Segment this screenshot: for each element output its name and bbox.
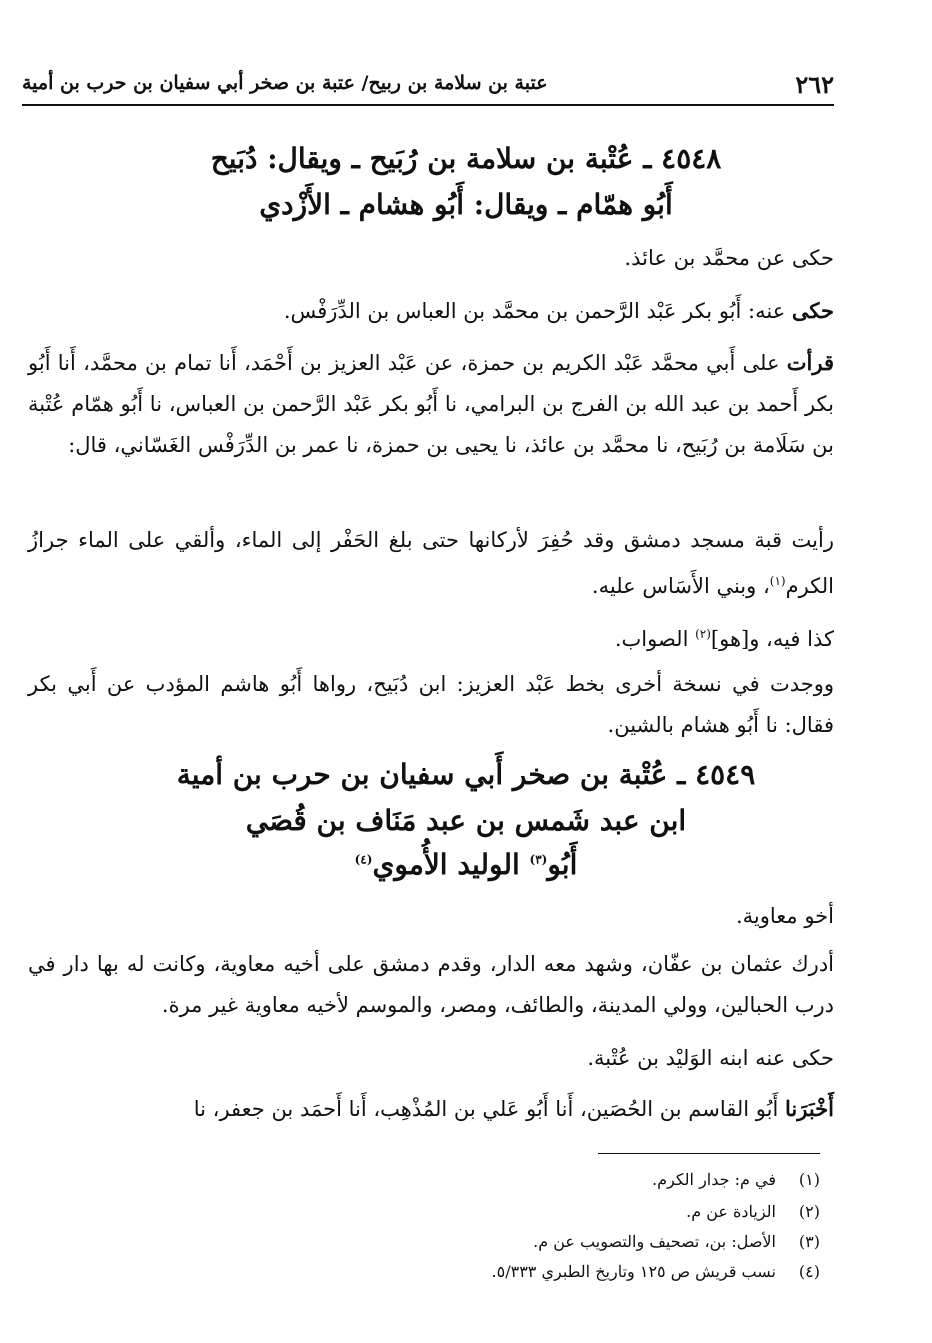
entry-4549-para-2: أدرك عثمان بن عفّان، وشهد معه الدار، وقدم دمشق على أخيه معاوية، وكانت له بها دار في درب الحبالين، وولي المدينة، والطائف، ومصر، والموسم لأخيه معاوية غير مرة. <box>28 952 834 1017</box>
entry-4549-heading-line3 <box>0 848 932 881</box>
footnote-4 <box>300 1258 820 1286</box>
entry-4548-para-4-text-a: رأيت قبة مسجد دمشق وقد حُفِرَ لأركانها حتى بلغ الحَفْر إلى الماء، وألقي على الماء جرازُ الكرم <box>28 528 834 598</box>
entry-4549-kunya: أَبُو <box>547 848 578 881</box>
footnote-number: (٤) <box>798 1262 820 1281</box>
footnote-1 <box>300 1166 820 1194</box>
entry-4549-nisba: الوليد الأُموي <box>372 848 530 881</box>
entry-4548-heading-line2: أَبُو همّام ـ ويقال: أَبُو هشام ـ الأَزْدي <box>259 188 673 221</box>
entry-4549-para-3: حكى عنه ابنه الوَليْد بن عُتْبة. <box>587 1046 834 1070</box>
entry-4548-para-1: حكى عن محمَّد بن عائذ. <box>624 246 834 270</box>
footnote-text: الزيادة عن م. <box>686 1202 776 1221</box>
entry-4549-heading-line1: ٤٥٤٩ ـ عُتْبة بن صخر أَبي سفيان بن حرب بن أمية <box>176 758 756 791</box>
footnote-text: نسب قريش ص ١٢٥ وتاريخ الطبري ٥/٣٣٣. <box>491 1262 776 1281</box>
footnote-rule <box>598 1153 820 1154</box>
footnote-text: في م: جدار الكرم. <box>652 1170 776 1189</box>
entry-4548-para-5 <box>28 614 834 660</box>
footnote-2 <box>300 1198 820 1226</box>
entry-4549-heading-line2: ابن عبد شَمس بن عبد مَنَاف بن قُصَي <box>245 804 687 837</box>
entry-4548-para-2-text: عنه: أَبُو بكر عَبْد الرَّحمن بن محمَّد بن العباس بن الدِّرَفْس. <box>283 299 792 323</box>
entry-4548-para-5-text-b: الصواب. <box>614 627 696 651</box>
footnote-ref-4: (٤) <box>354 852 373 867</box>
footnote-text: الأصل: بن، تصحيف والتصويب عن م. <box>533 1232 776 1251</box>
header-rule <box>22 104 834 106</box>
keyword-haka: حكى <box>791 298 834 323</box>
footnote-ref-2: (٢) <box>695 627 711 641</box>
footnote-number: (١) <box>798 1170 820 1189</box>
entry-4548-heading-line1: ٤٥٤٨ ـ عُتْبة بن سلامة بن رُبَيح ـ ويقال: دُبَيح <box>210 142 722 175</box>
entry-4548-para-5-text-a: كذا فيه، و[هو] <box>710 627 834 651</box>
page-header <box>22 66 834 102</box>
footnote-ref-3: (٣) <box>529 852 548 867</box>
entry-4548-para-6: ووجدت في نسخة أخرى بخط عَبْد العزيز: ابن دُبَيح، رواها أَبُو هاشم المؤدب عن أَبي بكر فقال: نا أَبُو هشام بالشين. <box>28 672 835 737</box>
entry-4549-para-4-text: أَبُو القاسم بن الحُصَين، أَنا أَبُو عَلي بن المُذْهِب، أَنا أَحمَد بن جعفر، نا <box>193 1097 786 1121</box>
keyword-akhbarana: أَخْبَرَنا <box>785 1096 834 1121</box>
footnote-3 <box>300 1228 820 1256</box>
footnote-number: (٢) <box>798 1202 820 1221</box>
entry-4548-para-2 <box>28 290 834 332</box>
keyword-qaraat: قرأت <box>786 350 834 375</box>
entry-4548-para-3-text: على أَبي محمَّد عَبْد الكريم بن حمزة، عن عَبْد العزيز بن أَحْمَد، أَنا تمام بن محمَّد، أَنا أَبُو بكر أَحمد بن عبد الله بن الفرج بن البرامي، نا أَبُو بكر عَبْد الرَّحمن بن العباس، نا أَبُو همّام عُتْبة بن سَلَامة بن رُبَيح، نا محمَّد بن عائذ، نا يحيى بن حمزة، نا عمر بن الدِّرَفْس الغَسّاني، قال: <box>28 351 834 457</box>
running-title: عتبة بن سلامة بن ربيح/ عتبة بن صخر أبي سفيان بن حرب بن أمية <box>22 72 548 94</box>
footnote-ref-1: (١) <box>769 574 786 588</box>
entry-4549-para-1: أخو معاوية. <box>735 904 834 928</box>
entry-4549-para-4 <box>28 1088 834 1130</box>
entry-4548-para-4-text-b: ، وبني الأَسَاس عليه. <box>591 574 770 598</box>
entry-4548-para-4 <box>28 520 834 607</box>
footnote-number: (٣) <box>798 1232 820 1251</box>
entry-4548-para-3 <box>28 342 834 466</box>
page-number: ٢٦٢ <box>795 70 834 99</box>
